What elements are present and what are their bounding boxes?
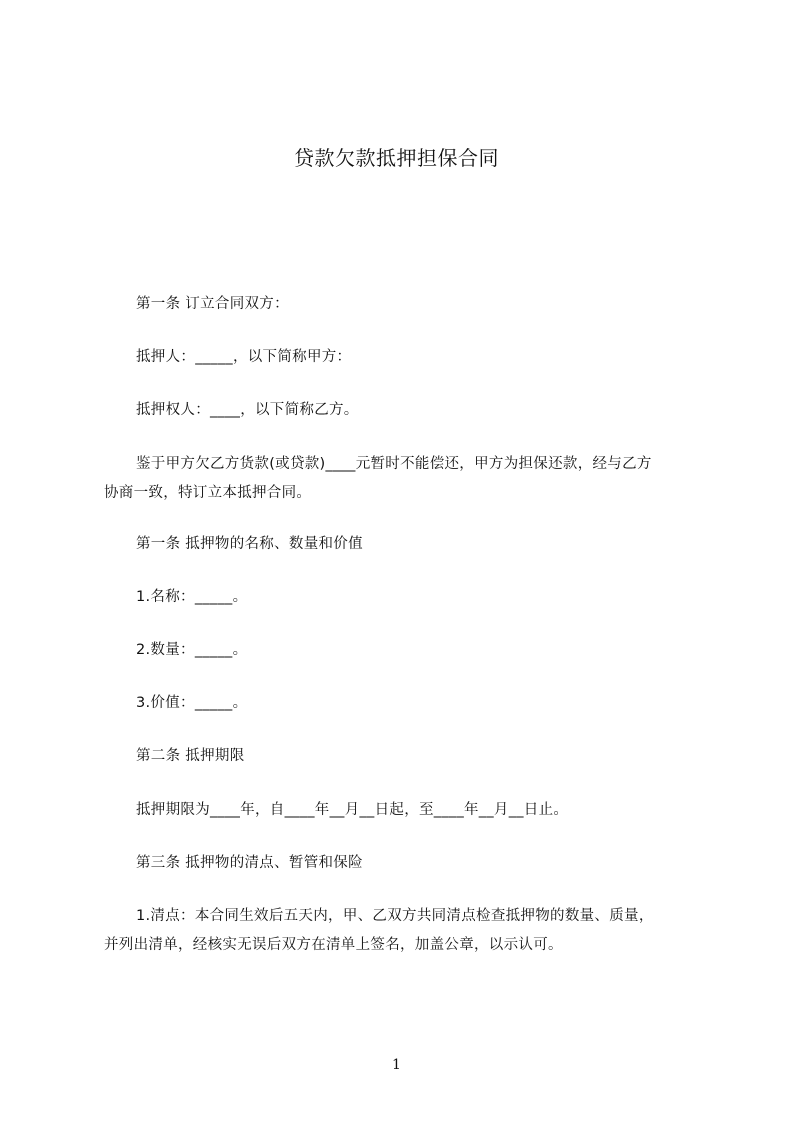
- inventory-line-2: 并列出清单，经核实无误后双方在清单上签名，加盖公章，以示认可。: [104, 937, 563, 953]
- collateral-value-item: 3.价值：_____。: [136, 695, 248, 711]
- clause-collateral-heading: 第一条 抵押物的名称、数量和价值: [136, 536, 363, 552]
- collateral-quantity-item: 2.数量：_____。: [136, 642, 248, 658]
- document-title: 贷款欠款抵押担保合同: [294, 146, 499, 170]
- mortgagor-line: 抵押人：_____，以下简称甲方：: [136, 349, 352, 365]
- inventory-line-1: 1.清点：本合同生效后五天内，甲、乙双方共同清点检查抵押物的数量、质量，: [136, 908, 654, 924]
- collateral-name-item: 1.名称：_____。: [136, 589, 248, 605]
- clause-3-heading: 第三条 抵押物的清点、暂管和保险: [136, 855, 363, 871]
- page-number: 1: [392, 1057, 401, 1073]
- clause-2-heading: 第二条 抵押期限: [136, 748, 245, 764]
- preamble-line-2: 协商一致，特订立本抵押合同。: [104, 485, 312, 501]
- clause-1-heading: 第一条 订立合同双方：: [136, 296, 289, 312]
- mortgagee-line: 抵押权人：____，以下简称乙方。: [136, 402, 359, 418]
- preamble-line-1: 鉴于甲方欠乙方货款(或贷款)____元暂时不能偿还，甲方为担保还款，经与乙方: [136, 456, 652, 472]
- mortgage-term-line: 抵押期限为____年，自____年__月__日起，至____年__月__日止。: [136, 802, 569, 818]
